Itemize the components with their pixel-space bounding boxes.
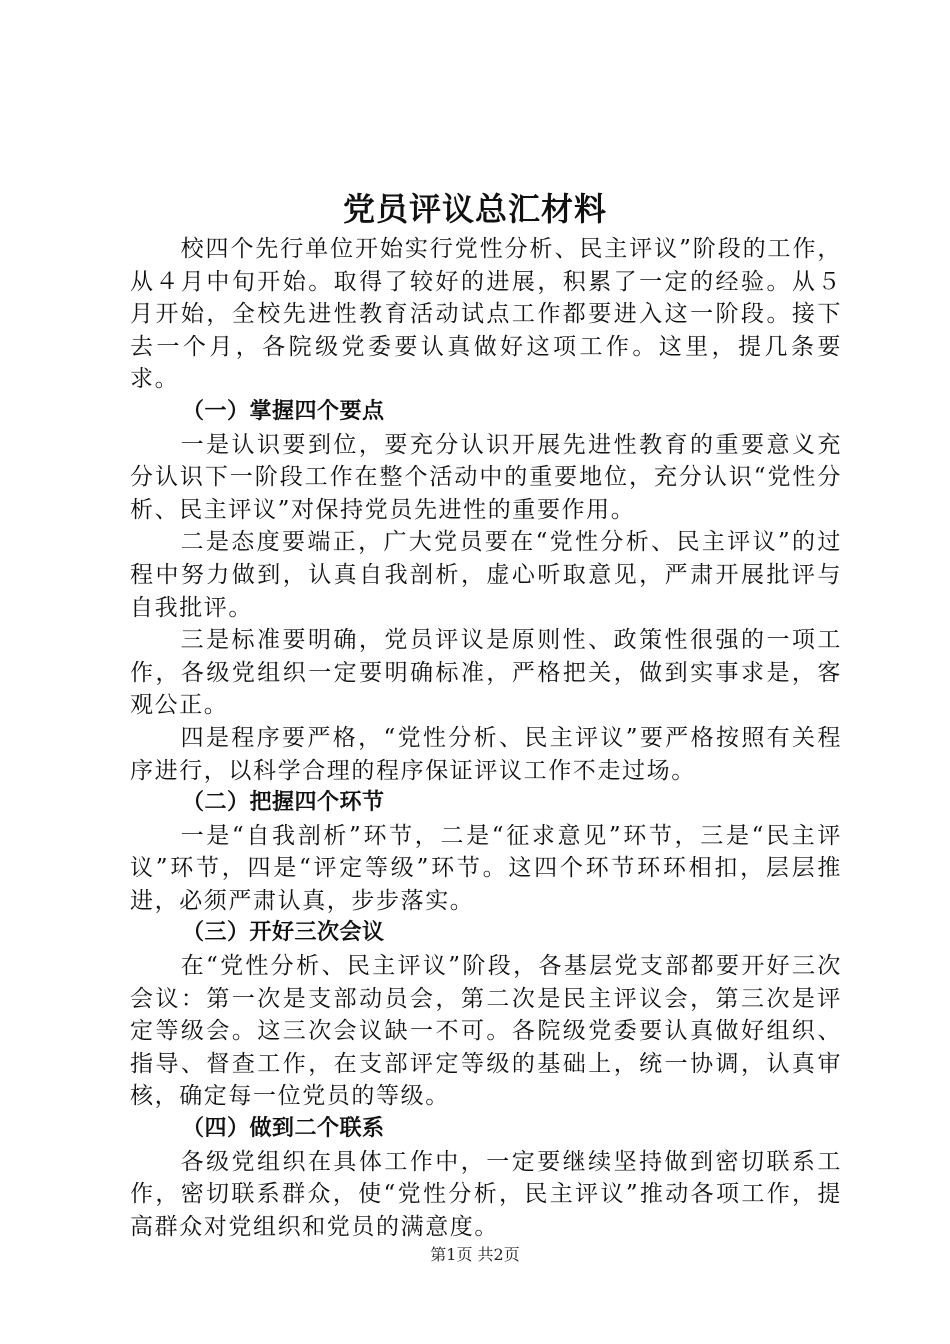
- section-3-paragraph-1: 在“党性分析、民主评议”阶段，各基层党支部都要开好三次会议：第一次是支部动员会，第二次是民主评议会，第三次是评定等级会。这三次会议缺一不可。各院级党委要认真做好组织、指导、督查工作，在支部评定等级的基础上，统一协调，认真审核，确定每一位党员的等级。: [130, 953, 842, 1110]
- section-1-paragraph-4: 四是程序要严格，“党性分析、民主评议”要严格按照有关程序进行，以科学合理的程序保证评议工作不走过场。: [130, 724, 842, 784]
- section-heading-3: （三）开好三次会议: [182, 920, 385, 946]
- section-heading-2: （二）把握四个环节: [182, 790, 385, 816]
- intro-paragraph: 校四个先行单位开始实行党性分析、民主评议”阶段的工作，从４月中旬开始。取得了较好的进展，积累了一定的经验。从５月开始，全校先进性教育活动试点工作都要进入这一阶段。接下去一个月，各院级党委要认真做好这项工作。这里，提几条要求。: [130, 236, 842, 393]
- section-heading-4: （四）做到二个联系: [182, 1116, 385, 1142]
- section-4-paragraph-1: 各级党组织在具体工作中，一定要继续坚持做到密切联系工作，密切联系群众，使“党性分析，民主评议”推动各项工作，提高群众对党组织和党员的满意度。: [130, 1148, 842, 1240]
- section-heading-1: （一）掌握四个要点: [182, 398, 385, 424]
- section-1-paragraph-1: 一是认识要到位，要充分认识开展先进性教育的重要意义充分认识下一阶段工作在整个活动中的重要地位，充分认识“党性分析、民主评议”对保持党员先进性的重要作用。: [130, 431, 842, 523]
- document-title: 党员评议总汇材料: [342, 190, 607, 228]
- page-number-footer: 第1页 共2页: [430, 1245, 520, 1264]
- document-body: [130, 233, 842, 1243]
- section-2-paragraph-1: 一是“自我剖析”环节，二是“征求意见”环节，三是“民主评议”环节，四是“评定等级”环节。这四个环节环环相扣，层层推进，必须严肃认真，步步落实。: [130, 822, 842, 914]
- section-1-paragraph-2: 二是态度要端正，广大党员要在“党性分析、民主评议”的过程中努力做到，认真自我剖析，虚心听取意见，严肃开展批评与自我批评。: [130, 529, 842, 621]
- section-1-paragraph-3: 三是标准要明确，党员评议是原则性、政策性很强的一项工作，各级党组织一定要明确标准，严格把关，做到实事求是，客观公正。: [130, 627, 842, 719]
